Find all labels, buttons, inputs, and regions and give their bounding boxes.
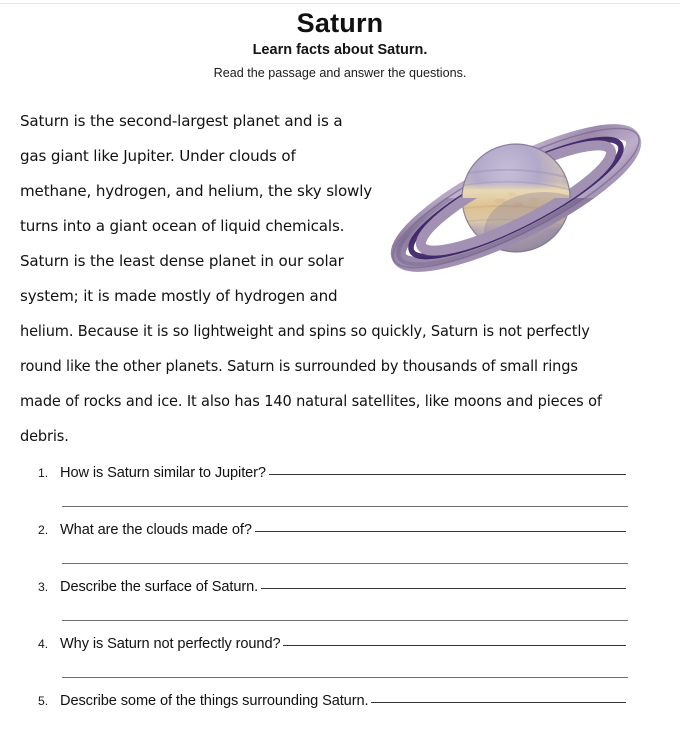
question-text: What are the clouds made of? bbox=[60, 522, 252, 538]
passage-line: debris. bbox=[20, 427, 69, 445]
question-block bbox=[38, 690, 638, 747]
passage-line: Saturn is the second-largest planet and is a bbox=[20, 112, 343, 130]
questions-list bbox=[38, 462, 638, 747]
passage-line: helium. Because it is so lightweight and spins so quickly, Saturn is not perfectly bbox=[20, 322, 590, 340]
answer-line[interactable] bbox=[283, 631, 626, 646]
question-block bbox=[38, 519, 638, 576]
question-text: Describe some of the things surrounding Saturn. bbox=[60, 693, 369, 709]
worksheet-header bbox=[0, 8, 680, 80]
passage-line: methane, hydrogen, and helium, the sky slowly bbox=[20, 182, 373, 200]
page-title: Saturn bbox=[296, 8, 384, 38]
answer-line[interactable] bbox=[255, 517, 626, 532]
worksheet-subtitle: Learn facts about Saturn. bbox=[252, 42, 428, 59]
passage-line: round like the other planets. Saturn is surrounded by thousands of small rings bbox=[20, 357, 578, 375]
question-number: 4. bbox=[38, 637, 49, 651]
passage-line: made of rocks and ice. It also has 140 natural satellites, like moons and pieces of bbox=[20, 392, 602, 410]
saturn-planet-illustration bbox=[372, 102, 660, 288]
worksheet-instruction: Read the passage and answer the questions. bbox=[213, 65, 467, 80]
question-row bbox=[38, 462, 638, 484]
answer-line-continuation[interactable] bbox=[62, 677, 628, 678]
question-block bbox=[38, 633, 638, 690]
question-row bbox=[38, 519, 638, 541]
question-number: 3. bbox=[38, 580, 49, 594]
passage-line: system; it is made mostly of hydrogen and bbox=[20, 287, 338, 305]
question-row bbox=[38, 690, 638, 712]
question-text: Describe the surface of Saturn. bbox=[60, 579, 259, 595]
answer-line-continuation[interactable] bbox=[62, 620, 628, 621]
question-text: How is Saturn similar to Jupiter? bbox=[60, 465, 266, 481]
question-number: 2. bbox=[38, 523, 49, 537]
answer-line[interactable] bbox=[269, 460, 626, 475]
answer-line[interactable] bbox=[371, 688, 626, 703]
answer-line[interactable] bbox=[261, 574, 626, 589]
answer-line-continuation[interactable] bbox=[62, 506, 628, 507]
top-divider bbox=[0, 3, 680, 4]
passage-line: Saturn is the least dense planet in our solar bbox=[20, 252, 344, 270]
question-number: 1. bbox=[38, 466, 49, 480]
question-row bbox=[38, 576, 638, 598]
question-block bbox=[38, 576, 638, 633]
question-text: Why is Saturn not perfectly round? bbox=[60, 636, 281, 652]
question-row bbox=[38, 633, 638, 655]
question-number: 5. bbox=[38, 694, 49, 708]
passage-line: turns into a giant ocean of liquid chemicals. bbox=[20, 217, 345, 235]
answer-line-continuation[interactable] bbox=[62, 563, 628, 564]
question-block bbox=[38, 462, 638, 519]
passage-line: gas giant like Jupiter. Under clouds of bbox=[20, 147, 296, 165]
